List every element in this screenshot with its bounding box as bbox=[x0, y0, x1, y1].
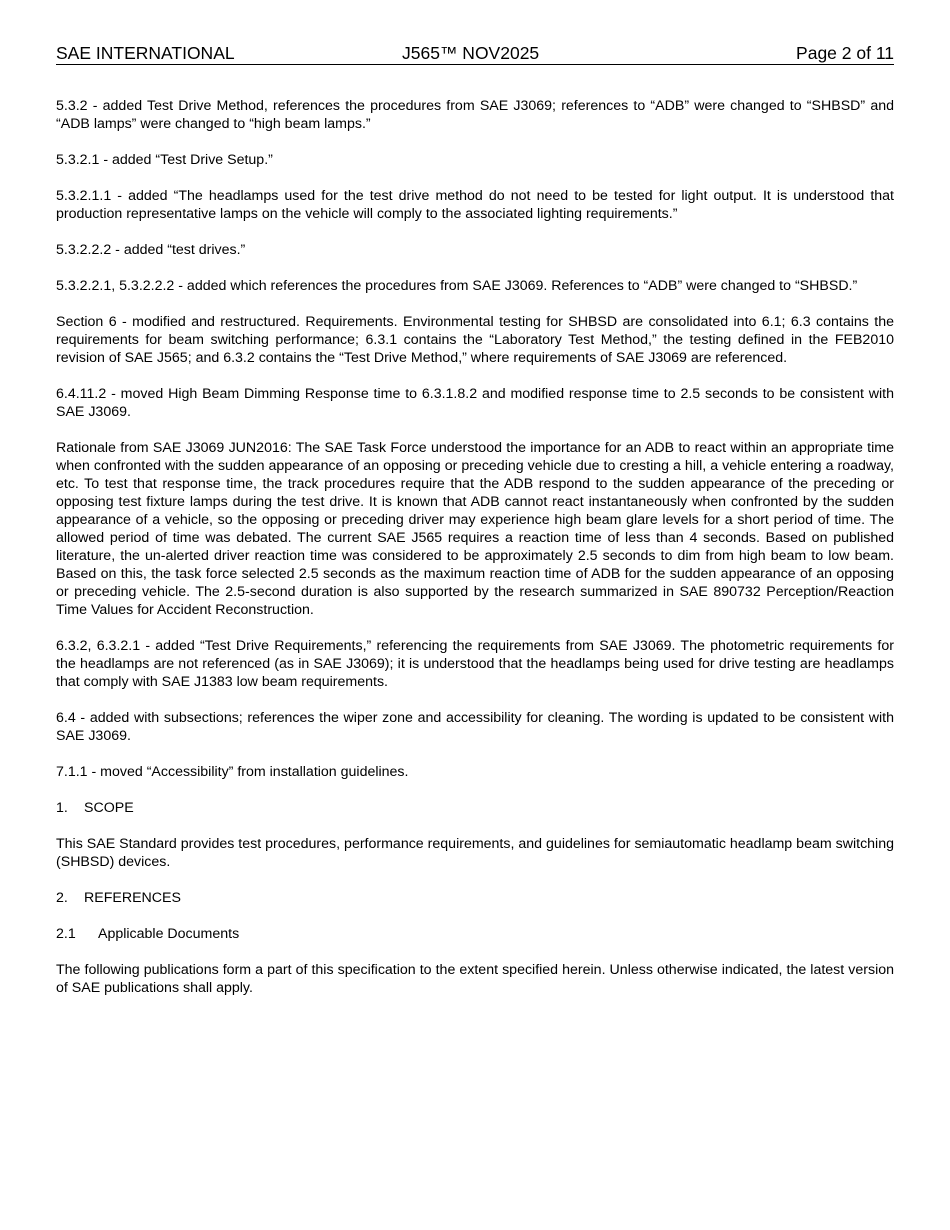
section-title: SCOPE bbox=[84, 800, 134, 816]
section-number: 2.1 bbox=[56, 926, 76, 942]
section-number: 1. bbox=[56, 800, 68, 816]
section-title: Applicable Documents bbox=[98, 926, 240, 942]
paragraph-section-6: Section 6 - modified and restructured. Requirements. Environmental testing for SHBSD are consolidated into 6.1; 6.3 contains the requirements for beam switching performance; 6.3.1 contains the “Laboratory Test Method,” the testing defined in the FEB2010 revision of SAE J565; and 6.3.2 contains the “Test Drive Method,” where requirements of SAE J3069 are referenced. bbox=[56, 314, 894, 366]
document-body bbox=[56, 97, 894, 1015]
subsection-heading-applicable-documents bbox=[56, 925, 894, 943]
section-number: 2. bbox=[56, 890, 68, 906]
paragraph-5-3-2-1: 5.3.2.1 - added “Test Drive Setup.” bbox=[56, 152, 273, 168]
paragraph-5-3-2: 5.3.2 - added Test Drive Method, references the procedures from SAE J3069; references to “ADB” were changed to “SHBSD” and “ADB lamps” were changed to “high beam lamps.” bbox=[56, 98, 894, 132]
paragraph-rationale: Rationale from SAE J3069 JUN2016: The SAE Task Force understood the importance for an ADB to react within an appropriate time when confronted with the sudden appearance of an opposing or preceding vehicle due to cresting a hill, a vehicle entering a roadway, etc. To test that response time, the track procedures require that the ADB respond to the sudden appearance of the preceding or opposing test fixture lamps during the test drive. It is known that ADB cannot react instantaneously when confronted by the sudden appearance of a vehicle, so the opposing or preceding driver may experience high beam glare levels for a short period of time. The allowed period of time was debated. The current SAE J565 requires a reaction time of less than 4 seconds. Based on published literature, the un-alerted driver reaction time was considered to be approximately 2.5 seconds to dim from high beam to low beam. Based on this, the task force selected 2.5 seconds as the maximum reaction time of ADB for the sudden appearance of an opposing or preceding vehicle. The 2.5-second duration is also supported by the research summarized in SAE 890732 Perception/Reaction Time Values for Accident Reconstruction. bbox=[56, 440, 894, 618]
header-document-id: J565™ NOV2025 bbox=[402, 43, 540, 63]
paragraph-7-1-1: 7.1.1 - moved “Accessibility” from installation guidelines. bbox=[56, 764, 409, 780]
applicable-documents-paragraph: The following publications form a part of this specification to the extent specified herein. Unless otherwise indicated, the latest version of SAE publications shall apply. bbox=[56, 962, 894, 996]
section-heading-references bbox=[56, 889, 894, 907]
paragraph-5-3-2-2-2: 5.3.2.2.2 - added “test drives.” bbox=[56, 242, 246, 258]
header-page-number: Page 2 of 11 bbox=[796, 43, 894, 63]
section-heading-scope bbox=[56, 799, 894, 817]
section-title: REFERENCES bbox=[84, 890, 181, 906]
scope-paragraph: This SAE Standard provides test procedures, performance requirements, and guidelines for semiautomatic headlamp beam switching (SHBSD) devices. bbox=[56, 836, 894, 870]
paragraph-5-3-2-1-1: 5.3.2.1.1 - added “The headlamps used for the test drive method do not need to be tested for light output. It is understood that production representative lamps on the vehicle will comply to the associated lighting requirements.” bbox=[56, 188, 894, 222]
paragraph-6-4-11-2: 6.4.11.2 - moved High Beam Dimming Response time to 6.3.1.8.2 and modified response time to 2.5 seconds to be consistent with SAE J3069. bbox=[56, 386, 894, 420]
paragraph-6-4: 6.4 - added with subsections; references the wiper zone and accessibility for cleaning. The wording is updated to be consistent with SAE J3069. bbox=[56, 710, 894, 744]
paragraph-6-3-2: 6.3.2, 6.3.2.1 - added “Test Drive Requirements,” referencing the requirements from SAE J3069. The photometric requirements for the headlamps are not referenced (as in SAE J3069); it is understood that the headlamps being used for drive testing are headlamps that comply with SAE J1383 low beam requirements. bbox=[56, 638, 894, 690]
paragraph-5-3-2-2-1: 5.3.2.2.1, 5.3.2.2.2 - added which references the procedures from SAE J3069. References to “ADB” were changed to “SHBSD.” bbox=[56, 278, 858, 294]
header-organization: SAE INTERNATIONAL bbox=[56, 43, 235, 63]
page-header bbox=[56, 43, 894, 65]
